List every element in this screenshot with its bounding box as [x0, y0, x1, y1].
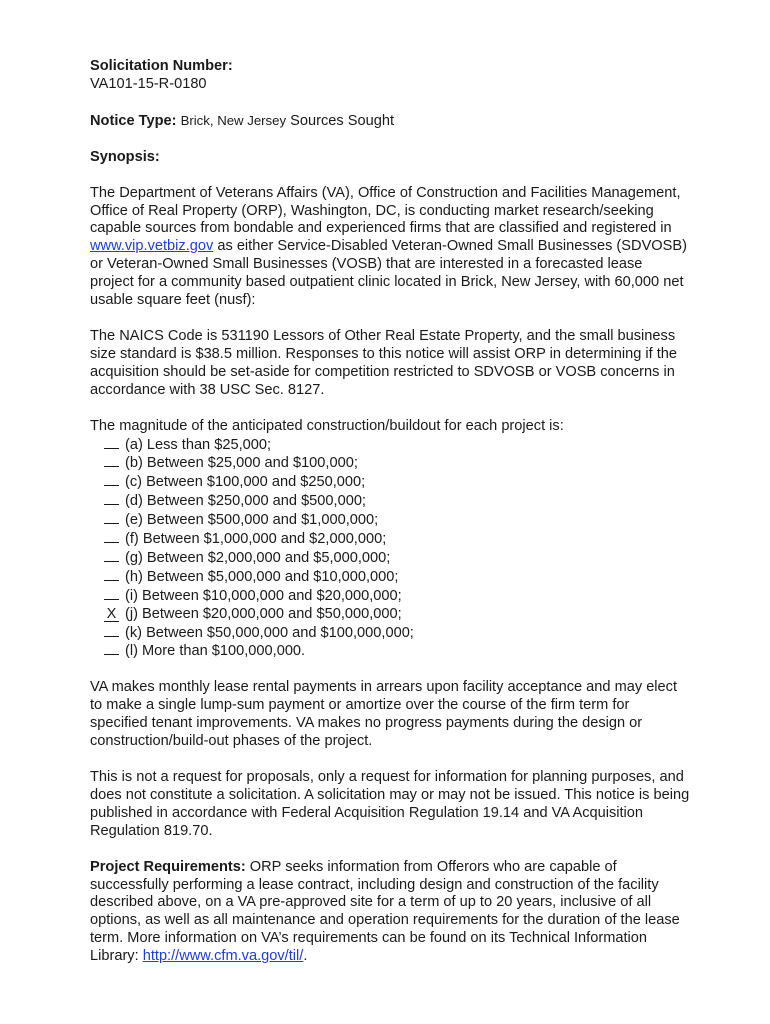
project-requirements-label: Project Requirements: [90, 858, 246, 875]
magnitude-option [104, 473, 690, 492]
project-requirements-paragraph [90, 859, 690, 966]
notice-type-line [90, 112, 690, 131]
option-text: (a) Less than $25,000; [125, 436, 272, 453]
project-requirements-text-a: ORP seeks information from Offerors who are capable of successfully performing a lease contract, including design and construction of the facility described above, on a VA pre-approved site for a term of up to 20 years, inclusive of all options, as well as all maintenance and operation requirements for the duration of the lease term. More information on VA’s requirements can be found on its Technical Information Library: [90, 858, 680, 965]
option-text: (l) More than $100,000,000. [125, 643, 306, 660]
notice-type-label: Notice Type: [90, 112, 177, 129]
option-text: (k) Between $50,000,000 and $100,000,000; [125, 624, 414, 641]
solicitation-number-label: Solicitation Number: [90, 58, 233, 74]
option-text: (j) Between $20,000,000 and $50,000,000; [125, 605, 402, 622]
solicitation-block [90, 58, 690, 94]
magnitude-option [104, 530, 690, 549]
synopsis-p1-text-a: The Department of Veterans Affairs (VA), Office of Construction and Facilities Management, Office of Real Property (ORP), Washington, DC, is conducting market research/seeking capable sources from bondable and experienced firms that are classified and registered in [90, 184, 681, 237]
option-checkbox-blank [104, 587, 119, 600]
til-link[interactable]: http://www.cfm.va.gov/til/ [142, 948, 304, 965]
notice-location: Brick, New Jersey [180, 112, 287, 128]
option-text: (c) Between $100,000 and $250,000; [125, 474, 366, 491]
option-checkbox-blank [104, 454, 119, 467]
magnitude-option [104, 454, 690, 473]
solicitation-number-value: VA101-15-R-0180 [90, 75, 207, 92]
option-checkbox-blank [104, 530, 119, 543]
option-checkbox-blank [104, 511, 119, 524]
option-text: (b) Between $25,000 and $100,000; [125, 455, 358, 472]
magnitude-option [104, 624, 690, 643]
option-text: (d) Between $250,000 and $500,000; [125, 493, 366, 510]
synopsis-paragraph-4: This is not a request for proposals, only a request for information for planning purposes, and does not constitute a solicitation. A solicitation may or may not be issued. This notice is being published in accordance with Federal Acquisition Regulation 19.14 and VA Acquisition Regulation 819.70. [90, 769, 690, 839]
magnitude-option [104, 568, 690, 587]
magnitude-option [104, 587, 690, 606]
magnitude-option [104, 642, 690, 661]
magnitude-option [104, 511, 690, 530]
option-checkbox-blank [104, 492, 119, 505]
option-checkbox-blank [104, 642, 119, 655]
option-checkbox-blank [104, 568, 119, 581]
project-requirements-text-b: . [303, 948, 308, 965]
magnitude-option [104, 436, 690, 455]
option-checkbox-blank [104, 436, 119, 449]
option-checkbox-blank [104, 549, 119, 562]
magnitude-intro: The magnitude of the anticipated construction/buildout for each project is: [90, 417, 564, 434]
vetbiz-link[interactable]: www.vip.vetbiz.gov [90, 238, 214, 255]
document-page [90, 58, 690, 984]
option-checkbox-blank [104, 473, 119, 486]
notice-type-value: Sources Sought [290, 112, 395, 129]
magnitude-option-selected [104, 606, 690, 624]
synopsis-paragraph-1 [90, 185, 690, 310]
synopsis-paragraph-3: VA makes monthly lease rental payments in arrears upon facility acceptance and may elect to make a single lump-sum payment or amortize over the course of the firm term for specified tenant improvements. VA makes no progress payments during the design or construction/build-out phases of the project. [90, 679, 678, 750]
synopsis-paragraph-2: The NAICS Code is 531190 Lessors of Other Real Estate Property, and the small business size standard is $38.5 million. Responses to this notice will assist ORP in determining if the acquisition should be set-aside for competition restricted to SDVOSB or VOSB concerns in accordance with 38 USC Sec. 8127. [90, 327, 677, 398]
option-text: (i) Between $10,000,000 and $20,000,000; [125, 587, 402, 604]
option-checkbox-marked: X [104, 607, 119, 622]
option-text: (h) Between $5,000,000 and $10,000,000; [125, 568, 399, 585]
magnitude-option [104, 492, 690, 511]
magnitude-option [104, 549, 690, 568]
magnitude-options-list [90, 436, 690, 662]
option-checkbox-blank [104, 624, 119, 637]
option-text: (f) Between $1,000,000 and $2,000,000; [125, 531, 387, 548]
magnitude-section [90, 418, 690, 662]
option-text: (g) Between $2,000,000 and $5,000,000; [125, 549, 391, 566]
synopsis-heading: Synopsis: [90, 148, 160, 165]
option-text: (e) Between $500,000 and $1,000,000; [125, 512, 379, 529]
synopsis-p1-text-b: as either Service-Disabled Veteran-Owned Small Businesses (SDVOSB) or Veteran-Owned Small Businesses (VOSB) that are interested in a forecasted lease project for a community based outpatient clinic located in Brick, New Jersey, with 60,000 net usable square feet (nusf): [90, 238, 687, 309]
